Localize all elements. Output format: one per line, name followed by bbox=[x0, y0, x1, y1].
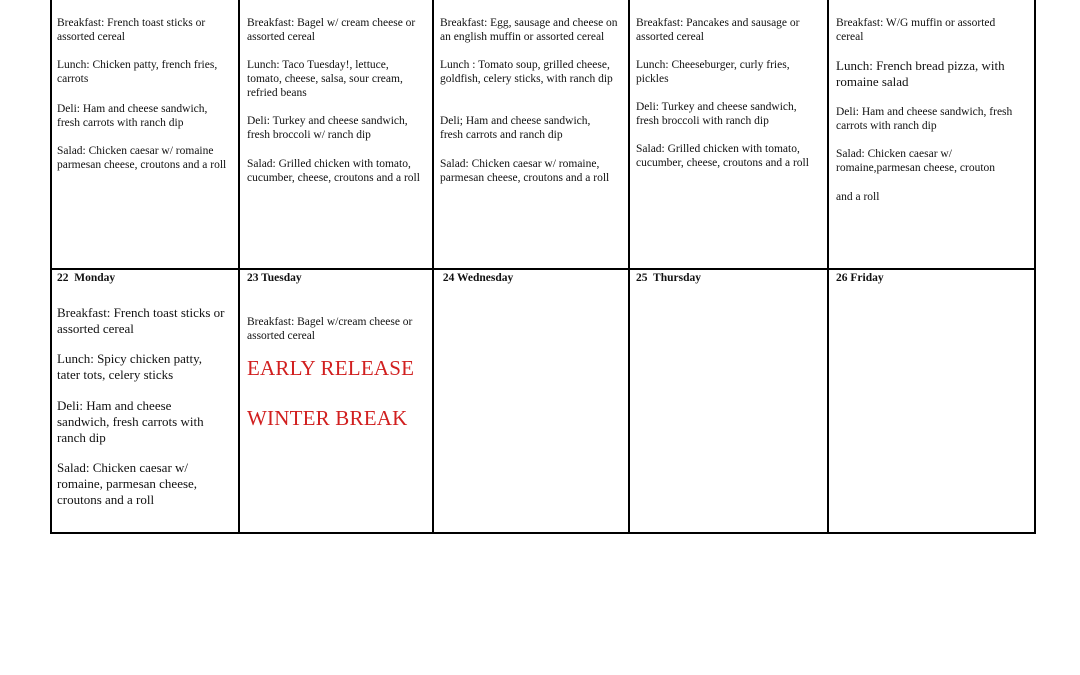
breakfast-item: Breakfast: W/G muffin or assorted cereal bbox=[836, 17, 996, 43]
day-cell-week1-thu bbox=[636, 16, 824, 266]
breakfast-item: Breakfast: Bagel w/ cream cheese or assorted cereal bbox=[247, 17, 416, 43]
deli-item: Deli: Ham and cheese sandwich, fresh carrots with ranch dip bbox=[57, 398, 204, 445]
breakfast-item: Breakfast: Bagel w/cream cheese or assorted cereal bbox=[247, 316, 413, 342]
day-header: 24 Wednesday bbox=[440, 272, 514, 284]
lunch-item: Lunch: French bread pizza, with romaine salad bbox=[836, 58, 1005, 89]
menu-calendar bbox=[50, 0, 1036, 534]
day-header: 25 Thursday bbox=[636, 272, 701, 284]
breakfast-item: Breakfast: French toast sticks or assorted cereal bbox=[57, 17, 206, 43]
deli-item: Deli: Turkey and cheese sandwich, fresh broccoli with ranch dip bbox=[636, 101, 797, 127]
salad-item: Salad: Chicken caesar w/ romaine, parmesan cheese, croutons and a roll bbox=[57, 460, 198, 507]
deli-item: Deli: Ham and cheese sandwich, fresh carrots with ranch dip bbox=[57, 103, 208, 129]
day-cell-week1-wed bbox=[440, 16, 626, 266]
lunch-item: Lunch: Spicy chicken patty, tater tots, celery sticks bbox=[57, 351, 203, 382]
day-cell-week1-fri bbox=[836, 16, 1030, 266]
day-header: 26 Friday bbox=[836, 272, 884, 284]
salad-item-end: and a roll bbox=[836, 191, 880, 203]
lunch-item: Lunch: Chicken patty, french fries, carrots bbox=[57, 59, 218, 85]
salad-item: Salad: Chicken caesar w/ romaine,parmesan cheese, crouton bbox=[836, 148, 996, 174]
deli-item: Deli; Ham and cheese sandwich, fresh carrots and ranch dip bbox=[440, 115, 591, 141]
grid-line bbox=[628, 0, 630, 532]
salad-item: Salad: Grilled chicken with tomato, cucumber, cheese, croutons and a roll bbox=[247, 158, 420, 184]
day-cell-week2-mon bbox=[57, 272, 233, 530]
grid-line bbox=[827, 0, 829, 532]
day-cell-week2-wed bbox=[440, 272, 626, 530]
day-cell-week2-thu bbox=[636, 272, 824, 530]
lunch-item: Lunch: Taco Tuesday!, lettuce, tomato, cheese, salsa, sour cream, refried beans bbox=[247, 59, 403, 99]
deli-item: Deli: Turkey and cheese sandwich, fresh broccoli w/ ranch dip bbox=[247, 115, 408, 141]
day-cell-week2-fri bbox=[836, 272, 1030, 530]
early-release-notice: EARLY RELEASE bbox=[247, 356, 415, 380]
grid-line bbox=[238, 0, 240, 532]
breakfast-item: Breakfast: Pancakes and sausage or assorted cereal bbox=[636, 17, 800, 43]
day-cell-week1-tue bbox=[247, 16, 427, 266]
lunch-item: Lunch: Cheeseburger, curly fries, pickles bbox=[636, 59, 790, 85]
day-cell-week1-mon bbox=[57, 16, 233, 266]
grid-line bbox=[432, 0, 434, 532]
winter-break-notice: WINTER BREAK bbox=[247, 406, 408, 430]
deli-item: Deli: Ham and cheese sandwich, fresh carrots with ranch dip bbox=[836, 106, 1013, 132]
breakfast-item: Breakfast: French toast sticks or assorted cereal bbox=[57, 305, 225, 336]
day-cell-week2-tue bbox=[247, 272, 427, 530]
grid-line bbox=[52, 268, 1034, 270]
salad-item: Salad: Chicken caesar w/ romaine parmesan cheese, croutons and a roll bbox=[57, 145, 227, 171]
day-header: 22 Monday bbox=[57, 272, 116, 284]
salad-item: Salad: Grilled chicken with tomato, cucumber, cheese, croutons and a roll bbox=[636, 143, 809, 169]
day-header: 23 Tuesday bbox=[247, 272, 302, 284]
breakfast-item: Breakfast: Egg, sausage and cheese on an english muffin or assorted cereal bbox=[440, 17, 618, 43]
salad-item: Salad: Chicken caesar w/ romaine, parmesan cheese, croutons and a roll bbox=[440, 158, 610, 184]
lunch-item: Lunch : Tomato soup, grilled cheese, goldfish, celery sticks, with ranch dip bbox=[440, 59, 613, 85]
